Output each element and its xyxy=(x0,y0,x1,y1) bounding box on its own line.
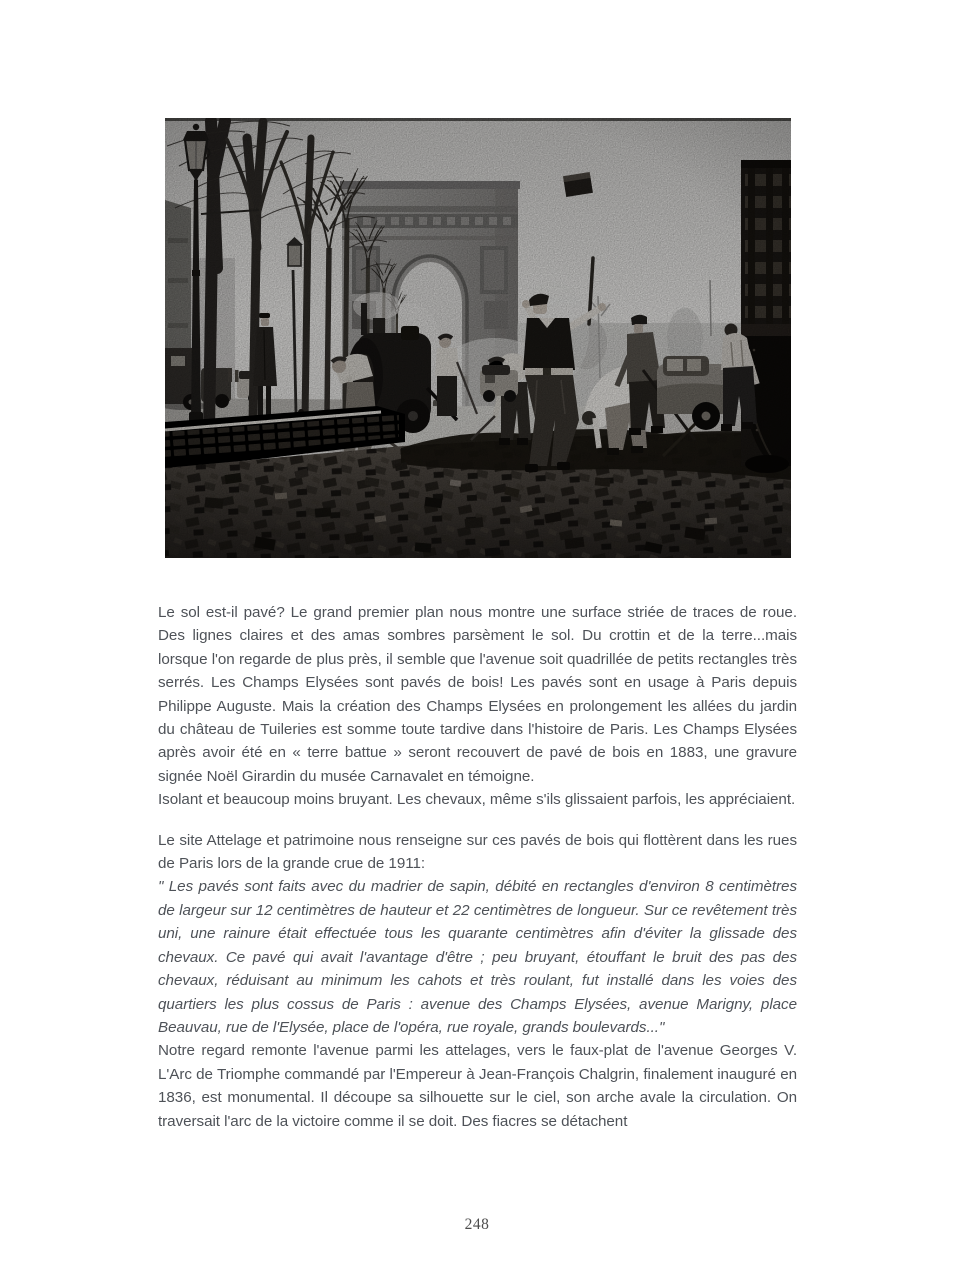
paragraph-isolant: Isolant et beaucoup moins bruyant. Les chevaux, même s'ils glissaient parfois, les appréciaient. xyxy=(158,791,796,809)
page-number: 248 xyxy=(464,1216,490,1233)
page-footer xyxy=(0,1216,954,1234)
body-text xyxy=(158,601,797,1133)
paragraph-attelage: Le site Attelage et patrimoine nous renseigne sur ces pavés de bois qui flottèrent dans les rues de Paris lors de la grande crue de 1911: xyxy=(158,831,797,873)
paragraph-arc: Notre regard remonte l'avenue parmi les attelages, vers le faux-plat de l'avenue Georges V. L'Arc de Triomphe commandé par l'Empereur à Jean-François Chalgrin, finalement inauguré en 1836, est monumental. Il découpe sa silhouette sur le ciel, son arche avale la circulation. On traversait l'arc de la victoire comme il se doit. Des fiacres se détachent xyxy=(158,1042,797,1130)
photo-illustration xyxy=(165,118,791,558)
paragraph-quote: " Les pavés sont faits avec du madrier de sapin, débité en rectangles d'environ 8 centimètres de largeur sur 12 centimètres de hauteur et 22 centimètres de longueur. Sur ce revêtement très uni, une rainure était effectuée tous les quarante centimètres afin d'éviter la glissade des chevaux. Ce pavé qui avait l'avantage d'être ; peu bruyant, étouffant le bruit des pas des chevaux, réduisant au minimum les cahots et très roulant, fut installé dans les voies des quartiers les plus cossus de Paris : avenue des Champs Elysées, avenue Marigny, place Beauvau, rue de l'Elysée, place de l'opéra, rue royale, grands boulevards..." xyxy=(158,878,797,1036)
photo-champs-elysees-repaving xyxy=(165,118,791,558)
paragraph-pavement: Le sol est-il pavé? Le grand premier plan nous montre une surface striée de traces de roue. Des lignes claires et des amas sombres parsèment le sol. Du crottin et de la terre...mais lorsque l'on regarde de plus près, il semble que l'avenue soit quadrillée de petits rectangles très serrés. Les Champs Elysées sont pavés de bois! Les pavés sont en usage à Paris depuis Philippe Auguste. Mais la création des Champs Elysées en prolongement les allées du jardin du château de Tuileries est somme toute tardive dans l'histoire de Paris. Les Champs Elysées après avoir été en « terre battue » seront recouvert de pavé de bois en 1883, une gravure signée Noël Girardin du musée Carnavalet en témoigne. xyxy=(158,604,797,785)
